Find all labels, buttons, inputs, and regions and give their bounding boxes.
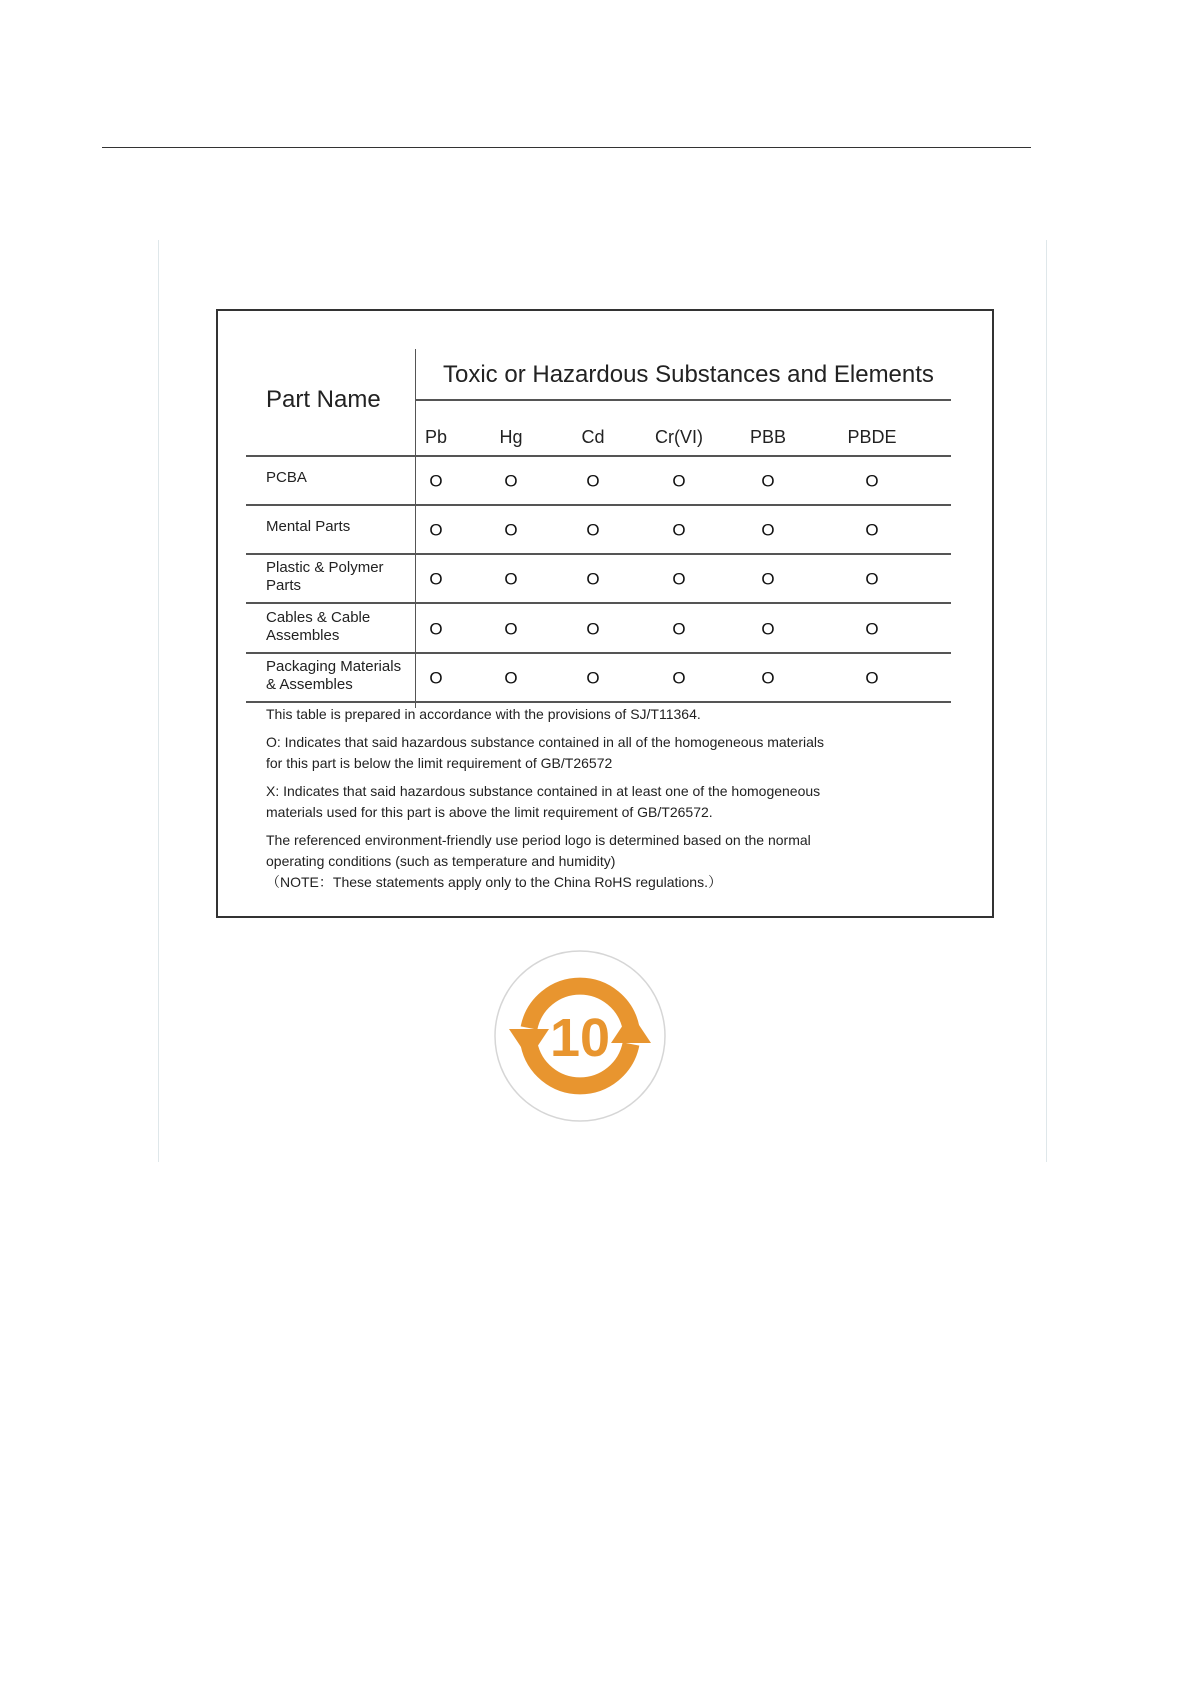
substance-mark: O (429, 520, 443, 539)
note-line: （NOTE：These statements apply only to the China RoHS regulations.） (266, 874, 722, 890)
row-part-name: Plastic & Polymer Parts (266, 559, 384, 594)
substance-mark: O (761, 619, 775, 638)
row-divider (246, 701, 951, 703)
substance-mark: O (586, 471, 600, 490)
header-row-divider (246, 455, 951, 457)
substance-mark: O (504, 569, 518, 588)
column-header: Cd (581, 427, 605, 447)
substance-mark: O (672, 619, 686, 638)
part-name-header: Part Name (266, 386, 381, 413)
notes (266, 704, 986, 893)
substance-mark: O (761, 569, 775, 588)
top-rule (102, 147, 1031, 148)
substance-mark: O (761, 668, 775, 687)
substance-mark: O (504, 471, 518, 490)
column-header: PBB (749, 427, 787, 447)
substance-mark: O (865, 668, 879, 687)
frame-right-border (1046, 240, 1047, 1162)
note-line: operating conditions (such as temperature and humidity) (266, 853, 616, 869)
substance-mark: O (865, 520, 879, 539)
row-part-name: Mental Parts (266, 518, 351, 535)
substance-mark: O (586, 619, 600, 638)
substance-mark: O (586, 668, 600, 687)
substance-mark: O (761, 471, 775, 490)
row-divider (246, 602, 951, 604)
substance-mark: O (865, 569, 879, 588)
note-line: This table is prepared in accordance with the provisions of SJ/T11364. (266, 706, 701, 722)
substance-mark: O (586, 520, 600, 539)
note-line: X: Indicates that said hazardous substance contained in at least one of the homogeneous (266, 783, 821, 799)
substance-mark: O (504, 520, 518, 539)
note-line: The referenced environment-friendly use period logo is determined based on the normal (266, 832, 811, 848)
substance-mark: O (865, 471, 879, 490)
row-divider (246, 553, 951, 555)
column-header: Cr(VI) (655, 427, 703, 447)
column-header: PBDE (847, 427, 897, 447)
substance-mark: O (429, 471, 443, 490)
substance-mark: O (429, 569, 443, 588)
substances-underline (415, 399, 951, 401)
row-divider (246, 504, 951, 506)
substance-mark: O (761, 520, 775, 539)
logo-number: 10 (549, 1008, 611, 1068)
note-line: for this part is below the limit requirement of GB/T26572 (266, 755, 613, 771)
substance-mark: O (429, 619, 443, 638)
substance-mark: O (672, 520, 686, 539)
row-part-name: Cables & Cable Assembles (266, 609, 371, 644)
substance-mark: O (429, 668, 443, 687)
column-header: Hg (499, 427, 523, 447)
row-part-name: PCBA (266, 469, 307, 486)
column-header: Pb (424, 427, 448, 447)
rohs-table (216, 309, 994, 918)
row-divider (246, 652, 951, 654)
substance-mark: O (586, 569, 600, 588)
substance-mark: O (865, 619, 879, 638)
substances-header: Toxic or Hazardous Substances and Elements (443, 361, 934, 388)
substance-mark: O (672, 471, 686, 490)
note-line: O: Indicates that said hazardous substance contained in all of the homogeneous materials (266, 734, 825, 750)
substance-mark: O (504, 668, 518, 687)
header-divider (415, 349, 416, 708)
substance-mark: O (504, 619, 518, 638)
substance-mark: O (672, 668, 686, 687)
row-part-name: Packaging Materials & Assembles (266, 658, 402, 693)
note-line: materials used for this part is above the limit requirement of GB/T26572. (266, 804, 713, 820)
environment-friendly-use-period-logo (493, 949, 667, 1123)
frame-left-border (158, 240, 159, 1162)
substance-mark: O (672, 569, 686, 588)
